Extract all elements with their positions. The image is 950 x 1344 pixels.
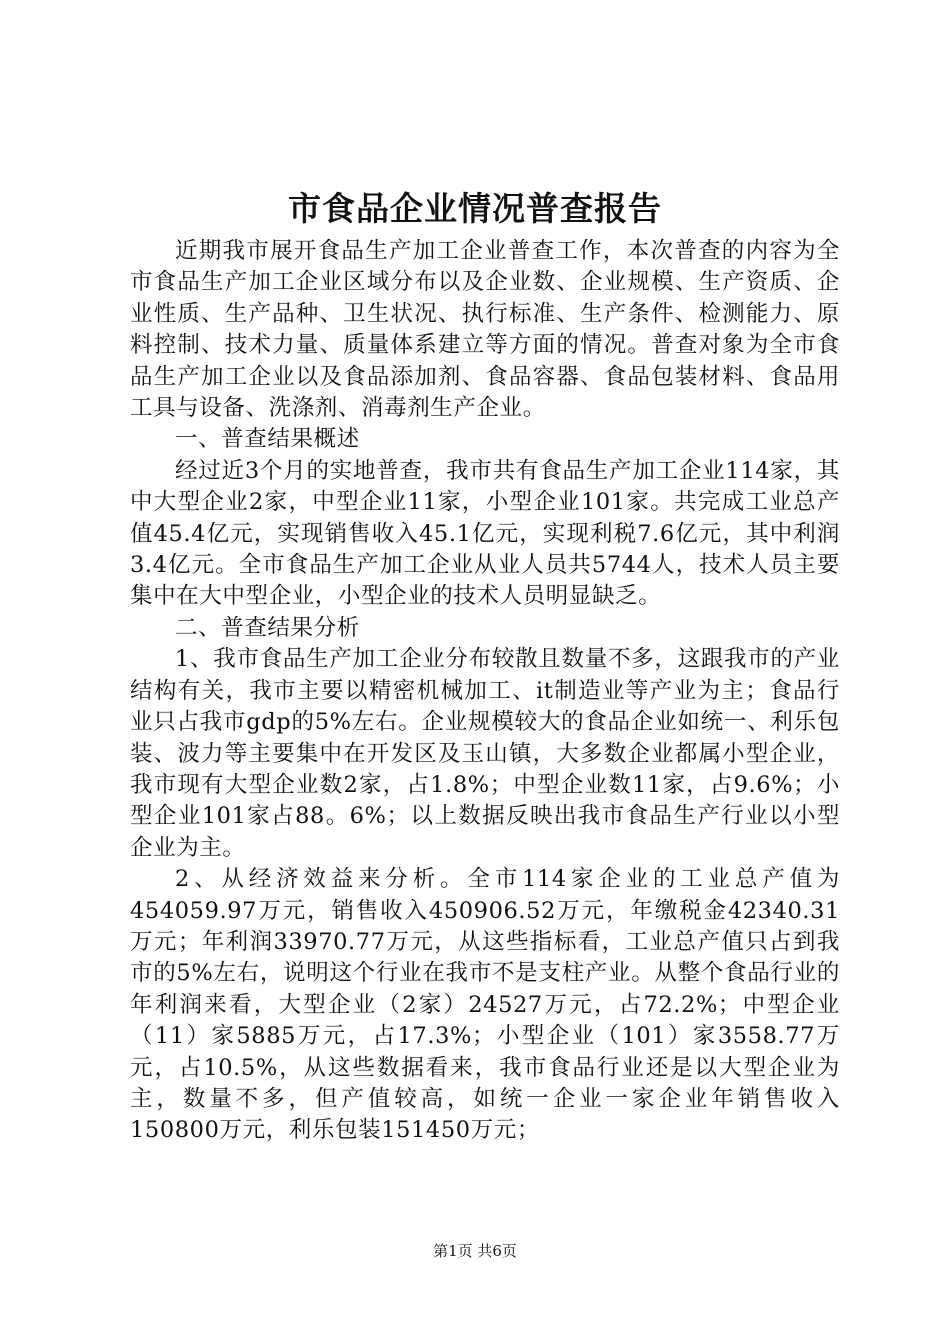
document-title: 市食品企业情况普查报告: [288, 189, 662, 228]
section1-paragraph: 经过近3个月的实地普查，我市共有食品生产加工企业114家，其中大型企业2家，中型企业11家，小型企业101家。共完成工业总产值45.4亿元，实现销售收入45.1亿元，实现利税7.6亿元，其中利润3.4亿元。全市食品生产加工企业从业人员共5744人，技术人员主要集中在大中型企业，小型企业的技术人员明显缺乏。: [130, 457, 840, 610]
page-footer: 第1页 共6页: [433, 1242, 517, 1260]
section2-point1-paragraph: 1、我市食品生产加工企业分布较散且数量不多，这跟我市的产业结构有关，我市主要以精密机械加工、it制造业等产业为主；食品行业只占我市gdp的5%左右。企业规模较大的食品企业如统一、利乐包装、波力等主要集中在开发区及玉山镇，大多数企业都属小型企业，我市现有大型企业数2家，占1.8%；中型企业数11家，占9.6%；小型企业101家占88。6%；以上数据反映出我市食品生产行业以小型企业为主。: [130, 646, 840, 861]
document-body: [130, 236, 840, 1147]
section2-point2-paragraph: 2、从经济效益来分析。全市114家企业的工业总产值为454059.97万元，销售收入450906.52万元，年缴税金42340.31万元；年利润33970.77万元，从这些指标看，工业总产值只占到我市的5%左右，说明这个行业在我市不是支柱产业。从整个食品行业的年利润来看，大型企业（2家）24527万元，占72.2%；中型企业（11）家5885万元，占17.3%；小型企业（101）家3558.77万元，占10.5%，从这些数据看来，我市食品行业还是以大型企业为主，数量不多，但产值较高，如统一企业一家企业年销售收入150800万元，利乐包装151450万元；: [130, 866, 840, 1144]
section1-heading: 一、普查结果概述: [175, 426, 360, 453]
intro-paragraph: 近期我市展开食品生产加工企业普查工作，本次普查的内容为全市食品生产加工企业区域分布以及企业数、企业规模、生产资质、企业性质、生产品种、卫生状况、执行标准、生产条件、检测能力、原料控制、技术力量、质量体系建立等方面的情况。普查对象为全市食品生产加工企业以及食品添加剂、食品容器、食品包装材料、食品用工具与设备、洗涤剂、消毒剂生产企业。: [130, 238, 840, 422]
section2-heading: 二、普查结果分析: [175, 614, 360, 641]
